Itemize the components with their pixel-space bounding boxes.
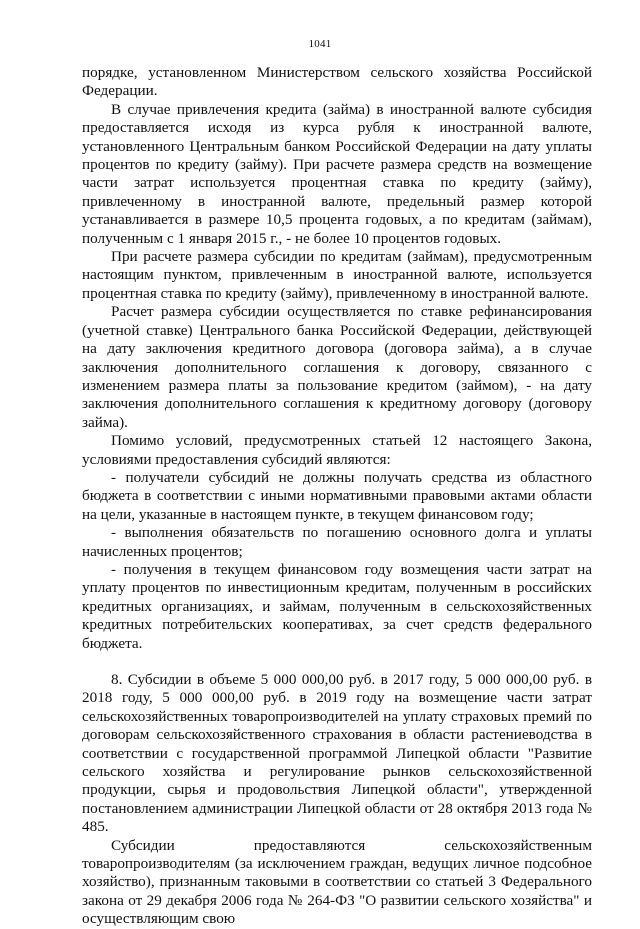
list-item-condition-2: - выполнения обязательств по погашению основного долга и уплаты начисленных процентов; <box>82 524 592 560</box>
paragraph-refinancing-rate: Расчет размера субсидии осуществляется по ставке рефинансирования (учетной ставке) Центрального банка Российской Федерации, действующей на дату заключения кредитного договора (договора займа), а в случае заключения дополнительного соглашения к договору, связанного с изменением размера платы за пользование кредитом (займом), - на дату заключения дополнительного соглашения к кредитному договору (договору займа). <box>82 303 592 431</box>
document-body <box>82 64 592 929</box>
list-item-condition-3: - получения в текущем финансовом году возмещения части затрат на уплату процентов по инвестиционным кредитам, полученным в российских кредитных организациях, и займам, полученным в сельскохозяйственных кредитных потребительских кооперативах, за счет средств федерального бюджета. <box>82 560 592 652</box>
paragraph-foreign-currency-loan: В случае привлечения кредита (займа) в иностранной валюте субсидия предоставляется исходя из курса рубля к иностранной валюте, установленного Центральным банком Российской Федерации на дату уплаты процентов по кредиту (займу). При расчете размера средств на возмещение части затрат используется процентная ставка по кредиту (займу), привлеченному в иностранной валюте, предельный размер которой устанавливается в размере 10,5 процента годовых, а по кредитам (займам), полученным с 1 января 2015 г., - не более 10 процентов годовых. <box>82 100 592 247</box>
paragraph-continuation: порядке, установленном Министерством сельского хозяйства Российской Федерации. <box>82 64 592 100</box>
paragraph-conditions-intro: Помимо условий, предусмотренных статьей 12 настоящего Закона, условиями предоставления субсидий являются: <box>82 432 592 468</box>
paragraph-section-8: 8. Субсидии в объеме 5 000 000,00 руб. в 2017 году, 5 000 000,00 руб. в 2018 году, 5 000 000,00 руб. в 2019 году на возмещение части затрат сельскохозяйственных товаропроизводителей на уплату страховых премий по договорам сельскохозяйственного страхования в области растениеводства в соответствии с государственной программой Липецкой области "Развитие сельского хозяйства и регулирование рынков сельскохозяйственной продукции, сырья и продовольствия Липецкой области", утвержденной постановлением администрации Липецкой области от 28 октября 2013 года № 485. <box>82 671 592 836</box>
paragraph-subsidy-recipients: Субсидии предоставляются сельскохозяйственным товаропроизводителям (за исключением граждан, ведущих личное подсобное хозяйство), признанным таковыми в соответствии со статьей 3 Федерального закона от 29 декабря 2006 года № 264-ФЗ "О развитии сельского хозяйства" и осуществляющим свою <box>82 836 592 928</box>
list-item-condition-1: - получатели субсидий не должны получать средства из областного бюджета в соответствии с иными нормативными правовыми актами области на цели, указанные в настоящем пункте, в текущем финансовом году; <box>82 468 592 523</box>
paragraph-interest-rate-calculation: При расчете размера субсидии по кредитам (займам), предусмотренным настоящим пунктом, привлеченным в иностранной валюте, используется процентная ставка по кредиту (займу), привлеченному в иностранной валюте. <box>82 248 592 302</box>
page-number: 1041 <box>308 38 332 50</box>
